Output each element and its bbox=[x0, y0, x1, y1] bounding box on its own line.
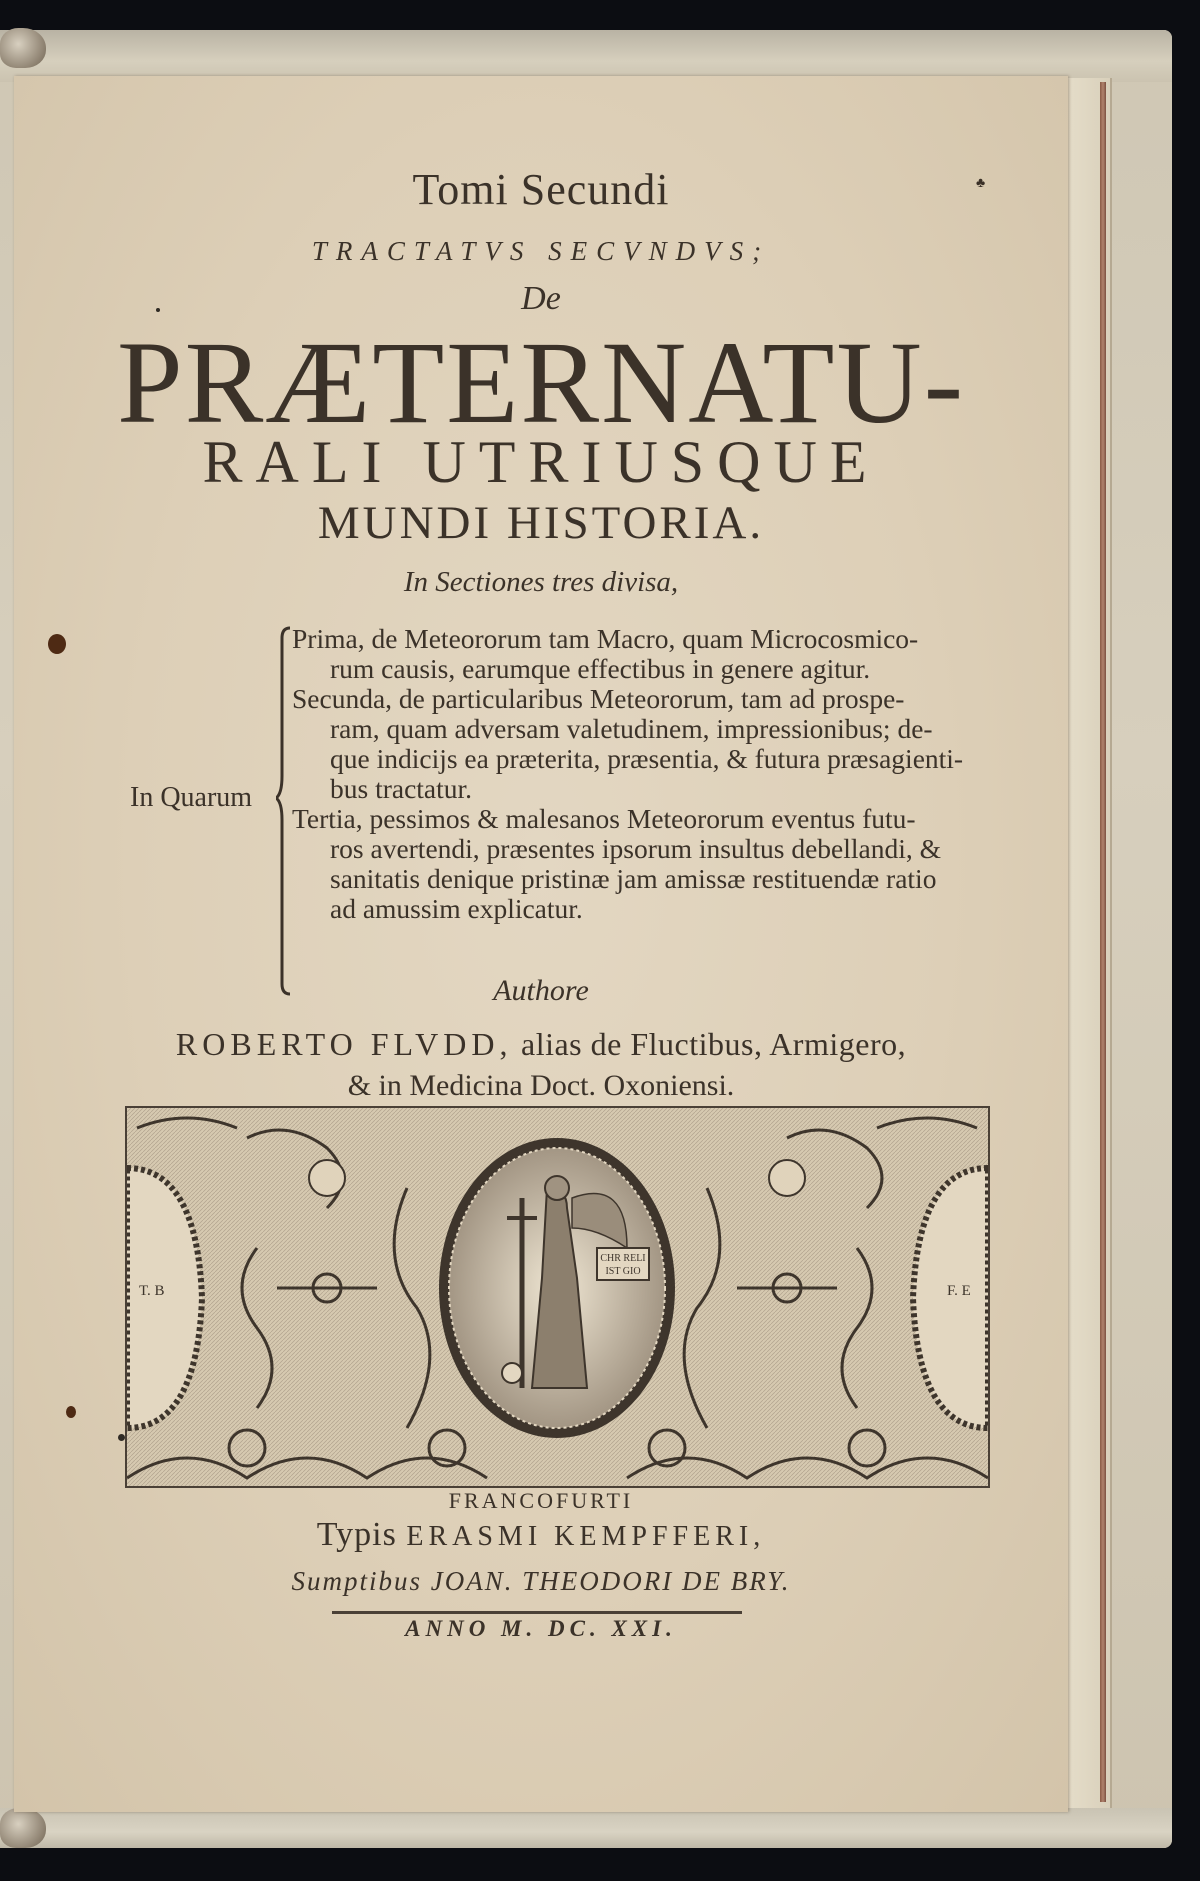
section-line: rum causis, earumque effectibus in genere agitur. bbox=[330, 653, 871, 684]
binding-tie-bottom bbox=[0, 1808, 46, 1848]
section-line: bus tractatur. bbox=[330, 773, 473, 804]
tractatus-line: TRACTATVS SECVNDVS; bbox=[311, 236, 771, 266]
title-line-3: MUNDI HISTORIA. bbox=[317, 497, 765, 549]
imprint-place: FRANCOFURTI bbox=[448, 1488, 634, 1513]
section-line: ros avertendi, præsentes ipsorum insultus debellandi, & bbox=[330, 833, 942, 864]
binding-top-edge bbox=[0, 30, 1172, 82]
section-line: ad amussim explicatur. bbox=[330, 893, 583, 924]
typis-word: Typis bbox=[316, 1516, 407, 1553]
binding-bottom-edge bbox=[0, 1808, 1172, 1848]
imprint-rule bbox=[332, 1611, 742, 1614]
sections-list bbox=[292, 624, 992, 924]
printers-device-engraving bbox=[125, 1106, 990, 1488]
section-line: que indicijs ea præterita, præsentia, & futura præsagienti- bbox=[330, 743, 964, 774]
title-line-2: RALI UTRIUSQUE bbox=[202, 429, 880, 495]
imprint-printer bbox=[14, 1516, 1068, 1554]
ornamental-engraving-icon bbox=[127, 1108, 988, 1486]
ink-spot bbox=[66, 1406, 76, 1418]
author-name-caps: ROBERTO FLVDD, bbox=[175, 1026, 513, 1062]
title-line-1: PRÆTERNATU- bbox=[116, 317, 966, 448]
section-line: sanitatis denique pristinæ jam amissæ restituendæ ratio bbox=[330, 863, 937, 894]
ink-spot bbox=[156, 308, 160, 312]
printer-name: ERASMI KEMPFFERI, bbox=[406, 1521, 766, 1552]
author-label: Authore bbox=[493, 974, 589, 1007]
section-line: Secunda, de particularibus Meteororum, tam ad prospe- bbox=[292, 683, 905, 714]
bracket-label: In Quarum bbox=[130, 782, 253, 813]
sections-intro: In Sectiones tres divisa, bbox=[403, 566, 679, 598]
binding-tie-top bbox=[0, 28, 46, 68]
author-name bbox=[14, 1026, 1068, 1063]
section-prima bbox=[292, 624, 992, 684]
author-degree: & in Medicina Doct. Oxoniensi. bbox=[347, 1069, 735, 1102]
banner-text-1: CHR RELI bbox=[600, 1253, 646, 1264]
ink-spot bbox=[118, 1434, 125, 1441]
imprint-date: ANNO M. DC. XXI. bbox=[405, 1616, 677, 1641]
heading-tomi-secundi: Tomi Secundi bbox=[412, 165, 670, 214]
publisher-name: JOAN. THEODORI DE BRY. bbox=[430, 1566, 791, 1596]
author-name-rest: alias de Fluctibus, Armigero, bbox=[512, 1026, 907, 1062]
page-edge-red bbox=[1100, 82, 1106, 1802]
title-page bbox=[14, 76, 1068, 1812]
section-line: Prima, de Meteororum tam Macro, quam Microcosmico- bbox=[292, 623, 919, 654]
printers-mark-icon: ♣ bbox=[976, 176, 986, 191]
engraver-initials-left: T. B bbox=[139, 1283, 165, 1299]
section-line: Tertia, pessimos & malesanos Meteororum eventus futu- bbox=[292, 803, 916, 834]
section-secunda bbox=[292, 684, 992, 804]
imprint-publisher bbox=[14, 1566, 1068, 1597]
banner-text-2: IST GIO bbox=[605, 1266, 641, 1277]
section-line: ram, quam adversam valetudinem, impressionibus; de- bbox=[330, 713, 933, 744]
ink-spot bbox=[48, 634, 66, 654]
engraver-initials-right: F. E bbox=[947, 1283, 971, 1299]
de-line: De bbox=[521, 280, 561, 317]
section-tertia bbox=[292, 804, 992, 924]
sumptibus-word: Sumptibus bbox=[291, 1566, 431, 1596]
